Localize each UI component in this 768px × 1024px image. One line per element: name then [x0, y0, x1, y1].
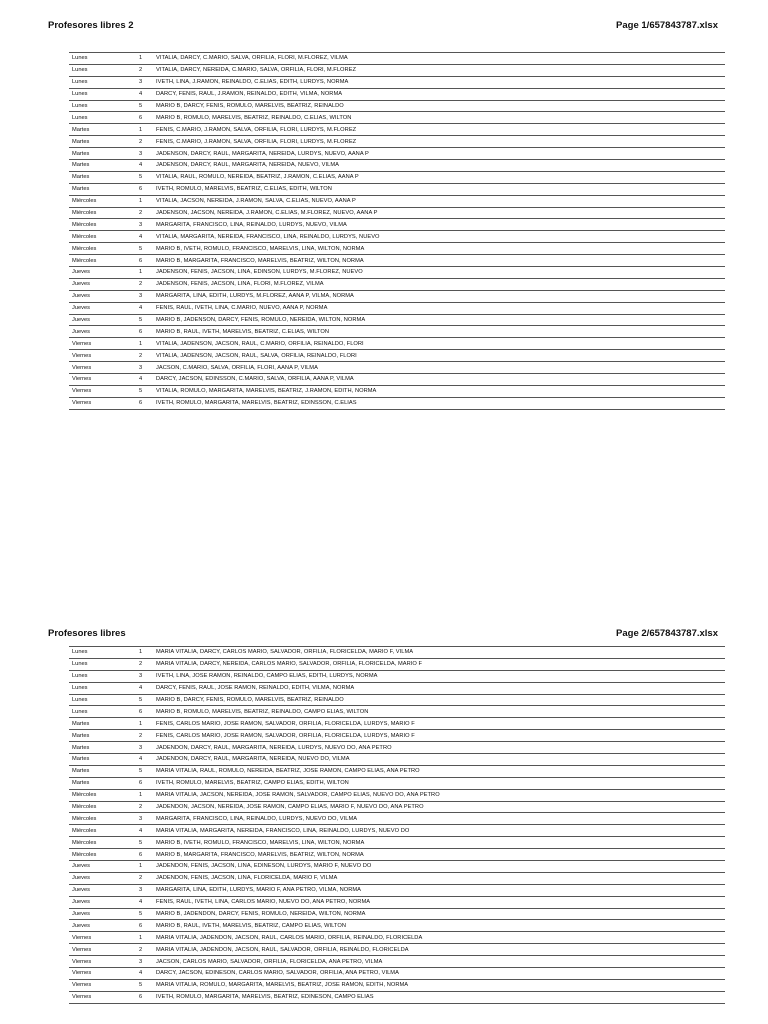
day-cell: Lunes	[69, 112, 136, 124]
day-cell: Lunes	[69, 682, 136, 694]
table-row	[69, 968, 725, 980]
period-cell: 5	[136, 765, 153, 777]
table-row	[69, 255, 725, 267]
teachers-cell: MARIO B, DARCY, FENIS, ROMULO, MARELVIS, BEATRIZ, REINALDO	[153, 100, 725, 112]
table-row	[69, 872, 725, 884]
table-row	[69, 991, 725, 1003]
teachers-cell: MARIO B, RAUL, IVETH, MARELVIS, BEATRIZ, CAMPO ELIAS, WILTON	[153, 920, 725, 932]
period-cell: 6	[136, 991, 153, 1003]
table-row	[69, 908, 725, 920]
teachers-cell: MARIA VITALIA, RAUL, ROMULO, NEREIDA, BEATRIZ, JOSE RAMON, CAMPO ELIAS, ANA PETRO	[153, 765, 725, 777]
period-cell: 4	[136, 968, 153, 980]
table-row	[69, 658, 725, 670]
table-body	[69, 647, 725, 1004]
table-row	[69, 374, 725, 386]
period-cell: 2	[136, 658, 153, 670]
teachers-cell: VITALIA, JADENSON, JACSON, RAUL, SALVA, ORFILIA, REINALDO, FLORI	[153, 350, 725, 362]
period-cell: 3	[136, 290, 153, 302]
period-cell: 3	[136, 148, 153, 160]
period-cell: 2	[136, 136, 153, 148]
teachers-cell: MARGARITA, LINA, EDITH, LURDYS, M.FLOREZ, AANA P, VILMA, NORMA	[153, 290, 725, 302]
period-cell: 2	[136, 207, 153, 219]
teachers-cell: JADENDON, FENIS, JACSON, LINA, FLORICELDA, MARIO F, VILMA	[153, 872, 725, 884]
period-cell: 2	[136, 872, 153, 884]
day-cell: Viernes	[69, 932, 136, 944]
period-cell: 5	[136, 837, 153, 849]
table-row	[69, 314, 725, 326]
teachers-cell: MARIA VITALIA, JADENDON, JACSON, RAUL, CARLOS MARIO, ORFILIA, REINALDO, FLORICELDA	[153, 932, 725, 944]
table-row	[69, 777, 725, 789]
day-cell: Lunes	[69, 647, 136, 659]
teachers-cell: MARIA VITALIA, JADENDON, JACSON, RAUL, SALVADOR, ORFILIA, REINALDO, FLORICELDA	[153, 944, 725, 956]
table-row	[69, 896, 725, 908]
day-cell: Miércoles	[69, 255, 136, 267]
period-cell: 4	[136, 825, 153, 837]
day-cell: Viernes	[69, 991, 136, 1003]
period-cell: 6	[136, 112, 153, 124]
teachers-cell: JADENSON, JACSON, NEREIDA, J.RAMON, C.ELIAS, M.FLOREZ, NUEVO, AANA P	[153, 207, 725, 219]
day-cell: Viernes	[69, 397, 136, 409]
teachers-cell: VITALIA, MARGARITA, NEREIDA, FRANCISCO, LINA, REINALDO, LURDYS, NUEVO	[153, 231, 725, 243]
period-cell: 2	[136, 64, 153, 76]
table-row	[69, 148, 725, 160]
schedule-table	[69, 646, 725, 1004]
teachers-cell: VITALIA, JADENSON, JACSON, RAUL, C.MARIO, ORFILIA, REINALDO, FLORI	[153, 338, 725, 350]
sheet-title: Profesores libres	[48, 628, 126, 639]
day-cell: Martes	[69, 754, 136, 766]
period-cell: 6	[136, 706, 153, 718]
table-row	[69, 326, 725, 338]
period-cell: 5	[136, 314, 153, 326]
period-cell: 4	[136, 754, 153, 766]
teachers-cell: JADENDON, DARCY, RAUL, MARGARITA, NEREIDA, LURDYS, NUEVO DO, ANA PETRO	[153, 742, 725, 754]
table-row	[69, 171, 725, 183]
teachers-cell: MARGARITA, FRANCISCO, LINA, REINALDO, LURDYS, NUEVO, VILMA	[153, 219, 725, 231]
period-cell: 3	[136, 670, 153, 682]
day-cell: Miércoles	[69, 837, 136, 849]
table-row	[69, 670, 725, 682]
period-cell: 6	[136, 183, 153, 195]
period-cell: 5	[136, 100, 153, 112]
table-row	[69, 183, 725, 195]
day-cell: Miércoles	[69, 813, 136, 825]
teachers-cell: FENIS, RAUL, IVETH, LINA, C.MARIO, NUEVO, AANA P, NORMA	[153, 302, 725, 314]
day-cell: Viernes	[69, 338, 136, 350]
period-cell: 1	[136, 53, 153, 65]
teachers-cell: VITALIA, JACSON, NEREIDA, J.RAMON, SALVA, C.ELIAS, NUEVO, AANA P	[153, 195, 725, 207]
day-cell: Martes	[69, 730, 136, 742]
day-cell: Miércoles	[69, 849, 136, 861]
day-cell: Miércoles	[69, 231, 136, 243]
period-cell: 5	[136, 385, 153, 397]
period-cell: 4	[136, 88, 153, 100]
period-cell: 4	[136, 896, 153, 908]
period-cell: 2	[136, 801, 153, 813]
teachers-cell: MARIO B, DARCY, FENIS, ROMULO, MARELVIS, BEATRIZ, REINALDO	[153, 694, 725, 706]
table-row	[69, 267, 725, 279]
day-cell: Viernes	[69, 350, 136, 362]
day-cell: Lunes	[69, 694, 136, 706]
table-row	[69, 765, 725, 777]
table-row	[69, 884, 725, 896]
day-cell: Viernes	[69, 956, 136, 968]
table-row	[69, 64, 725, 76]
period-cell: 6	[136, 777, 153, 789]
day-cell: Jueves	[69, 884, 136, 896]
day-cell: Lunes	[69, 670, 136, 682]
period-cell: 3	[136, 362, 153, 374]
teachers-cell: IVETH, ROMULO, MARGARITA, MARELVIS, BEATRIZ, EDINSSON, C.ELIAS	[153, 397, 725, 409]
teachers-cell: JADENDON, DARCY, RAUL, MARGARITA, NEREIDA, NUEVO DO, VILMA	[153, 754, 725, 766]
table-row	[69, 302, 725, 314]
period-cell: 4	[136, 231, 153, 243]
teachers-cell: MARIO B, JADENSON, DARCY, FENIS, ROMULO, NEREIDA, WILTON, NORMA	[153, 314, 725, 326]
schedule-table	[69, 52, 725, 410]
day-cell: Viernes	[69, 362, 136, 374]
day-cell: Jueves	[69, 302, 136, 314]
table-row	[69, 278, 725, 290]
period-cell: 4	[136, 682, 153, 694]
day-cell: Martes	[69, 183, 136, 195]
teachers-cell: IVETH, LINA, J.RAMON, REINALDO, C.ELIAS, EDITH, LURDYS, NORMA	[153, 76, 725, 88]
teachers-cell: FENIS, CARLOS MARIO, JOSE RAMON, SALVADOR, ORFILIA, FLORICELDA, LURDYS, MARIO F	[153, 718, 725, 730]
teachers-cell: IVETH, LINA, JOSE RAMON, REINALDO, CAMPO ELIAS, EDITH, LURDYS, NORMA	[153, 670, 725, 682]
period-cell: 2	[136, 944, 153, 956]
table-row	[69, 979, 725, 991]
table-row	[69, 219, 725, 231]
period-cell: 1	[136, 124, 153, 136]
day-cell: Lunes	[69, 53, 136, 65]
teachers-cell: FENIS, RAUL, IVETH, LINA, CARLOS MARIO, NUEVO DO, ANA PETRO, NORMA	[153, 896, 725, 908]
table-row	[69, 706, 725, 718]
table-row	[69, 956, 725, 968]
table-row	[69, 944, 725, 956]
teachers-cell: IVETH, ROMULO, MARELVIS, BEATRIZ, CAMPO ELIAS, EDITH, WILTON	[153, 777, 725, 789]
table-row	[69, 932, 725, 944]
table-row	[69, 647, 725, 659]
teachers-cell: JADENSON, DARCY, RAUL, MARGARITA, NEREIDA, NUEVO, VILMA	[153, 160, 725, 172]
day-cell: Miércoles	[69, 825, 136, 837]
teachers-cell: JADENDON, JACSON, NEREIDA, JOSE RAMON, CAMPO ELIAS, MARIO F, NUEVO DO, ANA PETRO	[153, 801, 725, 813]
period-cell: 6	[136, 920, 153, 932]
day-cell: Viernes	[69, 385, 136, 397]
teachers-cell: MARIA VITALIA, DARCY, NEREIDA, CARLOS MARIO, SALVADOR, ORFILIA, FLORICELDA, MARIO F	[153, 658, 725, 670]
table-row	[69, 350, 725, 362]
table-body	[69, 53, 725, 410]
table-row	[69, 801, 725, 813]
period-cell: 4	[136, 160, 153, 172]
table-row	[69, 76, 725, 88]
period-cell: 3	[136, 884, 153, 896]
day-cell: Martes	[69, 148, 136, 160]
day-cell: Miércoles	[69, 243, 136, 255]
day-cell: Martes	[69, 171, 136, 183]
page-label: Page 2/657843787.xlsx	[616, 628, 718, 639]
day-cell: Miércoles	[69, 789, 136, 801]
day-cell: Lunes	[69, 100, 136, 112]
table-row	[69, 742, 725, 754]
day-cell: Jueves	[69, 896, 136, 908]
teachers-cell: JACSON, C.MARIO, SALVA, ORFILIA, FLORI, AANA P, VILMA	[153, 362, 725, 374]
teachers-cell: MARIO B, ROMULO, MARELVIS, BEATRIZ, REINALDO, CAMPO ELIAS, WILTON	[153, 706, 725, 718]
day-cell: Jueves	[69, 290, 136, 302]
day-cell: Martes	[69, 765, 136, 777]
day-cell: Martes	[69, 742, 136, 754]
day-cell: Lunes	[69, 706, 136, 718]
table-row	[69, 920, 725, 932]
table-row	[69, 682, 725, 694]
day-cell: Viernes	[69, 979, 136, 991]
period-cell: 1	[136, 718, 153, 730]
teachers-cell: FENIS, C.MARIO, J.RAMON, SALVA, ORFILIA, FLORI, LURDYS, M.FLOREZ	[153, 124, 725, 136]
table-row	[69, 849, 725, 861]
day-cell: Jueves	[69, 278, 136, 290]
period-cell: 5	[136, 908, 153, 920]
day-cell: Viernes	[69, 968, 136, 980]
teachers-cell: FENIS, C.MARIO, J.RAMON, SALVA, ORFILIA, FLORI, LURDYS, M.FLOREZ	[153, 136, 725, 148]
table-row	[69, 362, 725, 374]
period-cell: 5	[136, 243, 153, 255]
table-row	[69, 231, 725, 243]
teachers-cell: MARIA VITALIA, JACSON, NEREIDA, JOSE RAMON, SALVADOR, CAMPO ELIAS, NUEVO DO, ANA PETRO	[153, 789, 725, 801]
day-cell: Martes	[69, 777, 136, 789]
table-row	[69, 718, 725, 730]
table-row	[69, 53, 725, 65]
day-cell: Jueves	[69, 314, 136, 326]
period-cell: 6	[136, 397, 153, 409]
teachers-cell: IVETH, ROMULO, MARGARITA, MARELVIS, BEATRIZ, EDINESON, CAMPO ELIAS	[153, 991, 725, 1003]
teachers-cell: DARCY, FENIS, RAUL, JOSE RAMON, REINALDO, EDITH, VILMA, NORMA	[153, 682, 725, 694]
day-cell: Jueves	[69, 920, 136, 932]
day-cell: Jueves	[69, 267, 136, 279]
period-cell: 2	[136, 278, 153, 290]
period-cell: 3	[136, 219, 153, 231]
period-cell: 3	[136, 956, 153, 968]
table-row	[69, 813, 725, 825]
table-row	[69, 195, 725, 207]
period-cell: 1	[136, 267, 153, 279]
page-header	[48, 622, 720, 642]
day-cell: Miércoles	[69, 801, 136, 813]
teachers-cell: VITALIA, DARCY, C.MARIO, SALVA, ORFILIA, FLORI, M.FLOREZ, VILMA	[153, 53, 725, 65]
day-cell: Martes	[69, 136, 136, 148]
day-cell: Miércoles	[69, 195, 136, 207]
table-row	[69, 754, 725, 766]
day-cell: Jueves	[69, 872, 136, 884]
day-cell: Miércoles	[69, 219, 136, 231]
period-cell: 6	[136, 255, 153, 267]
teachers-cell: DARCY, FENIS, RAUL, J.RAMON, REINALDO, EDITH, VILMA, NORMA	[153, 88, 725, 100]
day-cell: Martes	[69, 718, 136, 730]
teachers-cell: MARGARITA, FRANCISCO, LINA, REINALDO, LURDYS, NUEVO DO, VILMA	[153, 813, 725, 825]
day-cell: Lunes	[69, 64, 136, 76]
period-cell: 1	[136, 789, 153, 801]
table-row	[69, 124, 725, 136]
day-cell: Jueves	[69, 326, 136, 338]
teachers-cell: MARIO B, IVETH, ROMULO, FRANCISCO, MARELVIS, LINA, WILTON, NORMA	[153, 243, 725, 255]
teachers-cell: MARIO B, JADENDON, DARCY, FENIS, ROMULO, NEREIDA, WILTON, NORMA	[153, 908, 725, 920]
period-cell: 3	[136, 813, 153, 825]
teachers-cell: JADENSON, FENIS, JACSON, LINA, FLORI, M.FLOREZ, VILMA	[153, 278, 725, 290]
period-cell: 1	[136, 338, 153, 350]
period-cell: 2	[136, 350, 153, 362]
period-cell: 1	[136, 647, 153, 659]
teachers-cell: MARIA VITALIA, ROMULO, MARGARITA, MARELVIS, BEATRIZ, JOSE RAMON, EDITH, NORMA	[153, 979, 725, 991]
day-cell: Lunes	[69, 76, 136, 88]
table-row	[69, 694, 725, 706]
teachers-cell: MARIA VITALIA, DARCY, CARLOS MARIO, SALVADOR, ORFILIA, FLORICELDA, MARIO F, VILMA	[153, 647, 725, 659]
teachers-cell: JADENSON, DARCY, RAUL, MARGARITA, NEREIDA, LURDYS, NUEVO, AANA P	[153, 148, 725, 160]
day-cell: Lunes	[69, 658, 136, 670]
teachers-cell: FENIS, CARLOS MARIO, JOSE RAMON, SALVADOR, ORFILIA, FLORICELDA, LURDYS, MARIO F	[153, 730, 725, 742]
table-row	[69, 861, 725, 873]
teachers-cell: JADENDON, FENIS, JACSON, LINA, EDINESON, LURDYS, MARIO F, NUEVO DO	[153, 861, 725, 873]
table-row	[69, 730, 725, 742]
day-cell: Lunes	[69, 88, 136, 100]
table-row	[69, 136, 725, 148]
period-cell: 6	[136, 849, 153, 861]
teachers-cell: MARIO B, MARGARITA, FRANCISCO, MARELVIS, BEATRIZ, WILTON, NORMA	[153, 255, 725, 267]
teachers-cell: VITALIA, ROMULO, MARGARITA, MARELVIS, BEATRIZ, J.RAMON, EDITH, NORMA	[153, 385, 725, 397]
day-cell: Viernes	[69, 944, 136, 956]
period-cell: 1	[136, 861, 153, 873]
page-label: Page 1/657843787.xlsx	[616, 20, 718, 31]
day-cell: Martes	[69, 160, 136, 172]
period-cell: 4	[136, 374, 153, 386]
table-row	[69, 88, 725, 100]
table-row	[69, 160, 725, 172]
teachers-cell: DARCY, JACSON, EDINSSON, C.MARIO, SALVA, ORFILIA, AANA P, VILMA	[153, 374, 725, 386]
day-cell: Miércoles	[69, 207, 136, 219]
teachers-cell: IVETH, ROMULO, MARELVIS, BEATRIZ, C.ELIAS, EDITH, WILTON	[153, 183, 725, 195]
table-row	[69, 290, 725, 302]
day-cell: Jueves	[69, 861, 136, 873]
teachers-cell: VITALIA, DARCY, NEREIDA, C.MARIO, SALVA, ORFILIA, FLORI, M.FLOREZ	[153, 64, 725, 76]
teachers-cell: DARCY, JACSON, EDINESON, CARLOS MARIO, SALVADOR, ORFILIA, ANA PETRO, VILMA	[153, 968, 725, 980]
table-row	[69, 100, 725, 112]
period-cell: 4	[136, 302, 153, 314]
day-cell: Viernes	[69, 374, 136, 386]
teachers-cell: MARGARITA, LINA, EDITH, LURDYS, MARIO F, ANA PETRO, VILMA, NORMA	[153, 884, 725, 896]
table-row	[69, 397, 725, 409]
period-cell: 3	[136, 76, 153, 88]
period-cell: 6	[136, 326, 153, 338]
day-cell: Jueves	[69, 908, 136, 920]
teachers-cell: MARIO B, RAUL, IVETH, MARELVIS, BEATRIZ, C.ELIAS, WILTON	[153, 326, 725, 338]
teachers-cell: MARIO B, MARGARITA, FRANCISCO, MARELVIS, BEATRIZ, WILTON, NORMA	[153, 849, 725, 861]
table-row	[69, 789, 725, 801]
table-row	[69, 385, 725, 397]
teachers-cell: MARIO B, ROMULO, MARELVIS, BEATRIZ, REINALDO, C.ELIAS, WILTON	[153, 112, 725, 124]
teachers-cell: VITALIA, RAUL, ROMULO, NEREIDA, BEATRIZ, J.RAMON, C.ELIAS, AANA P	[153, 171, 725, 183]
teachers-cell: MARIO B, IVETH, ROMULO, FRANCISCO, MARELVIS, LINA, WILTON, NORMA	[153, 837, 725, 849]
table-row	[69, 243, 725, 255]
teachers-cell: MARIA VITALIA, MARGARITA, NEREIDA, FRANCISCO, LINA, REINALDO, LURDYS, NUEVO DO	[153, 825, 725, 837]
table-row	[69, 338, 725, 350]
period-cell: 5	[136, 694, 153, 706]
teachers-cell: JADENSON, FENIS, JACSON, LINA, EDINSON, LURDYS, M.FLOREZ, NUEVO	[153, 267, 725, 279]
period-cell: 2	[136, 730, 153, 742]
period-cell: 1	[136, 932, 153, 944]
period-cell: 5	[136, 171, 153, 183]
page-header	[48, 14, 720, 34]
period-cell: 5	[136, 979, 153, 991]
table-row	[69, 837, 725, 849]
period-cell: 1	[136, 195, 153, 207]
table-row	[69, 207, 725, 219]
day-cell: Martes	[69, 124, 136, 136]
teachers-cell: JACSON, CARLOS MARIO, SALVADOR, ORFILIA, FLORICELDA, ANA PETRO, VILMA	[153, 956, 725, 968]
period-cell: 3	[136, 742, 153, 754]
table-row	[69, 112, 725, 124]
sheet-title: Profesores libres 2	[48, 20, 134, 31]
table-row	[69, 825, 725, 837]
